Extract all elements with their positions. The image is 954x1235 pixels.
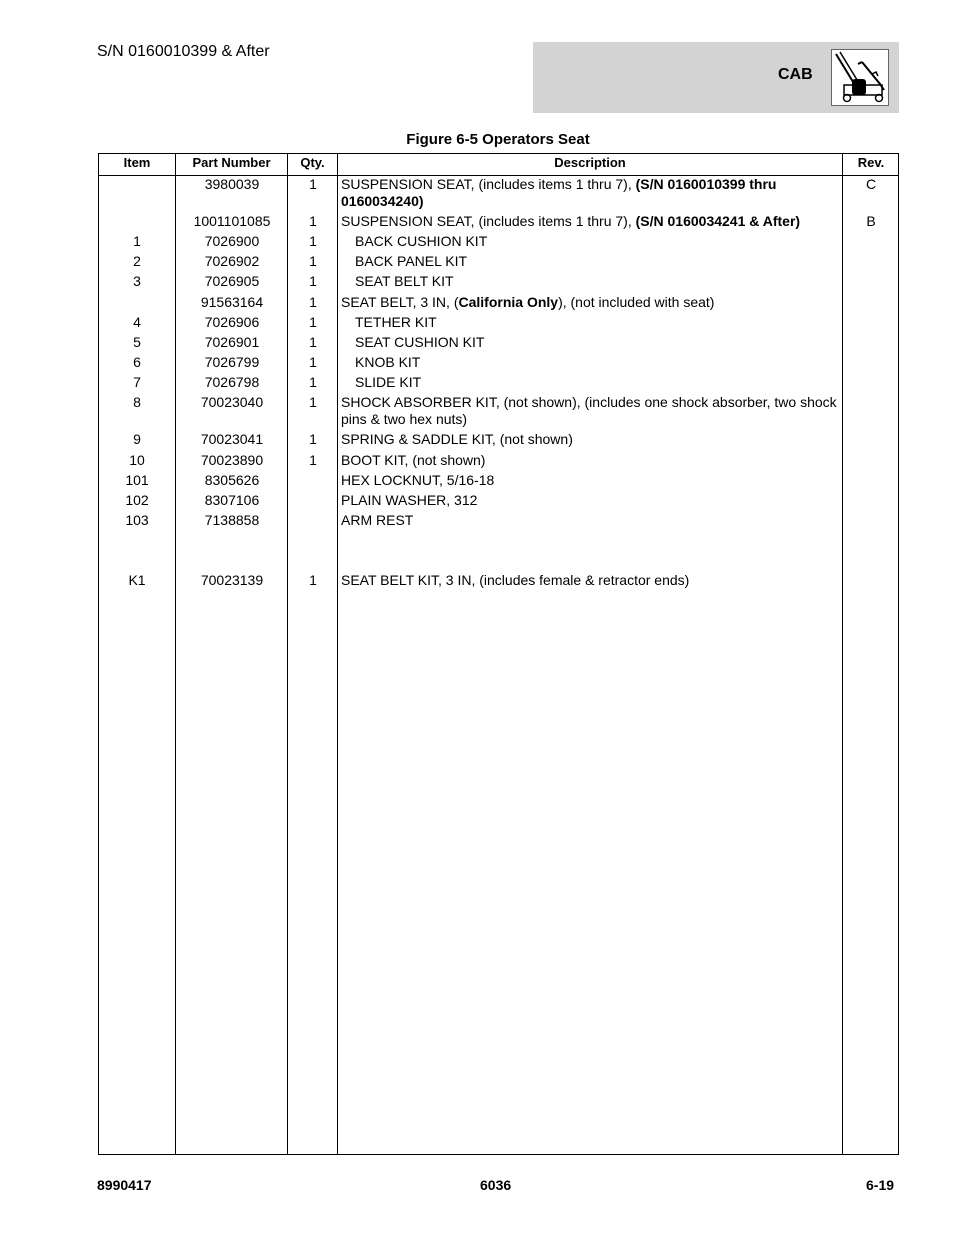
description-text: SUSPENSION SEAT, (includes items 1 thru 7),: [341, 176, 636, 192]
cab-vehicle-icon: [831, 49, 889, 106]
item-number: 9: [133, 431, 141, 447]
part-number: 7026798: [204, 374, 260, 390]
item-number: 10: [129, 452, 145, 468]
part-number: 1001101085: [193, 213, 271, 229]
item-number: 103: [125, 512, 149, 528]
quantity: 1: [309, 431, 317, 447]
quantity: 1: [309, 253, 317, 269]
description: BOOT KIT, (not shown): [341, 452, 486, 468]
item-number: 8: [133, 394, 141, 410]
quantity: 1: [309, 334, 317, 350]
manual-number: 8990417: [97, 1177, 152, 1193]
part-number: 70023041: [200, 431, 264, 447]
quantity: 1: [309, 273, 317, 289]
column-header-part-number: Part Number: [192, 155, 271, 170]
part-number: 70023040: [200, 394, 264, 410]
item-number: 2: [133, 253, 141, 269]
part-number: 7138858: [204, 512, 260, 528]
quantity: 1: [309, 314, 317, 330]
description: BACK CUSHION KIT: [355, 233, 488, 249]
item-number: 101: [125, 472, 149, 488]
column-header-rev: Rev.: [857, 155, 885, 170]
quantity: 1: [309, 354, 317, 370]
description: SHOCK ABSORBER KIT, (not shown), (includes one shock absorber, two shock pins & two hex nuts): [341, 394, 837, 427]
page-number: 6-19: [866, 1177, 895, 1193]
description: SEAT BELT KIT, 3 IN, (includes female & retractor ends): [341, 572, 690, 588]
description-emphasis: California Only: [458, 294, 559, 310]
part-number: 3980039: [204, 176, 260, 192]
description: [341, 294, 841, 311]
description-serial-range: (S/N 0160010399 thru 0160034240): [341, 176, 777, 209]
item-number: 102: [125, 492, 149, 508]
part-number: 70023890: [200, 452, 264, 468]
part-number: 7026901: [204, 334, 260, 350]
part-number: 8307106: [204, 492, 260, 508]
column-header-item: Item: [123, 155, 151, 170]
quantity: 1: [309, 233, 317, 249]
part-number: 7026799: [204, 354, 260, 370]
column-divider: [842, 154, 843, 1154]
description: [341, 213, 841, 230]
description: ARM REST: [341, 512, 414, 528]
section-tab: [533, 42, 899, 113]
parts-table: [98, 153, 899, 1155]
part-number: 91563164: [200, 294, 264, 310]
description: KNOB KIT: [355, 354, 421, 370]
description-text: SUSPENSION SEAT, (includes items 1 thru 7),: [341, 213, 636, 229]
item-number: 5: [133, 334, 141, 350]
revision: C: [865, 176, 877, 192]
column-header-qty: Qty.: [300, 155, 325, 170]
part-number: 7026905: [204, 273, 260, 289]
part-number: 7026900: [204, 233, 260, 249]
description: PLAIN WASHER, 312: [341, 492, 478, 508]
description: TETHER KIT: [355, 314, 437, 330]
quantity: 1: [309, 394, 317, 410]
description: SPRING & SADDLE KIT, (not shown): [341, 431, 573, 447]
item-number: 7: [133, 374, 141, 390]
item-number: 1: [133, 233, 141, 249]
description-text: SEAT BELT, 3 IN, (: [341, 294, 459, 310]
quantity: 1: [309, 374, 317, 390]
description: SEAT BELT KIT: [355, 273, 454, 289]
item-number: 3: [133, 273, 141, 289]
part-number: 7026906: [204, 314, 260, 330]
item-number: K1: [128, 572, 146, 588]
description-text: ), (not included with seat): [558, 294, 715, 310]
column-header-description: Description: [554, 155, 626, 170]
serial-range: S/N 0160010399 & After: [97, 43, 270, 60]
quantity: 1: [309, 294, 317, 310]
description: HEX LOCKNUT, 5/16-18: [341, 472, 495, 488]
quantity: 1: [309, 572, 317, 588]
part-number: 70023139: [200, 572, 264, 588]
item-number: 6: [133, 354, 141, 370]
description: BACK PANEL KIT: [355, 253, 468, 269]
revision: B: [866, 213, 876, 229]
description: SLIDE KIT: [355, 374, 422, 390]
model-number: 6036: [480, 1177, 512, 1193]
description: SEAT CUSHION KIT: [355, 334, 485, 350]
quantity: 1: [309, 213, 317, 229]
part-number: 8305626: [204, 472, 260, 488]
figure-title: Figure 6-5 Operators Seat: [406, 131, 590, 148]
quantity: 1: [309, 176, 317, 192]
description-serial-range: (S/N 0160034241 & After): [635, 213, 801, 229]
quantity: 1: [309, 452, 317, 468]
section-tab-label: CAB: [778, 66, 813, 83]
part-number: 7026902: [204, 253, 260, 269]
description: [341, 176, 841, 210]
item-number: 4: [133, 314, 141, 330]
